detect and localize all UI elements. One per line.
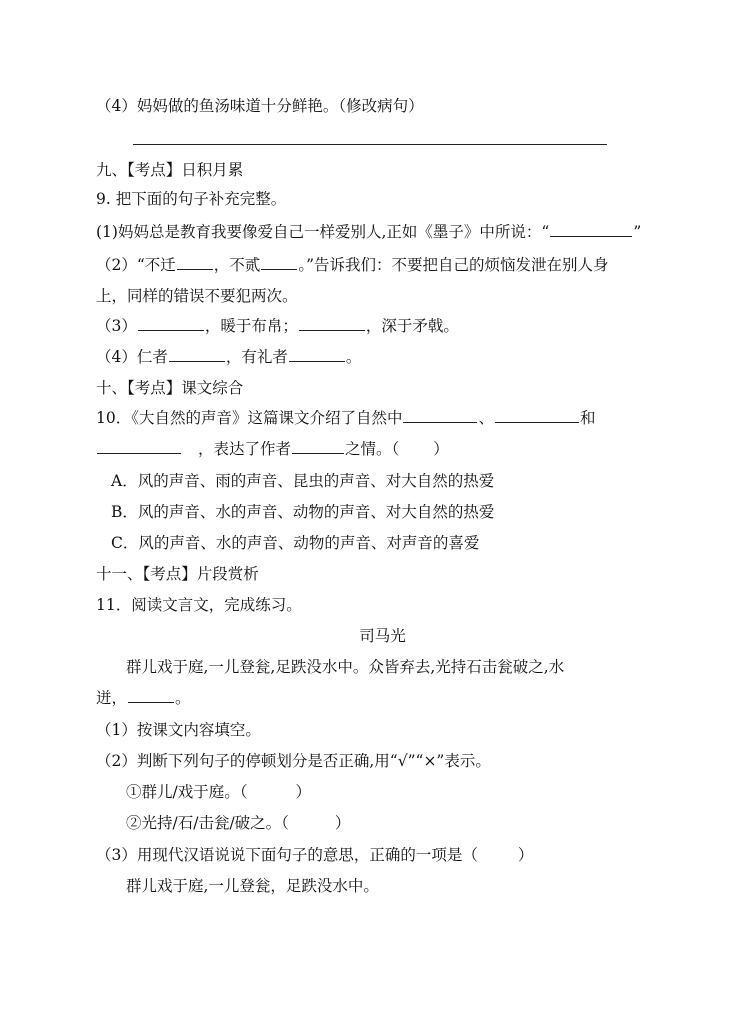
q9-item3-text-c: ，深于矛戟。 (365, 317, 459, 335)
q9-title (96, 189, 286, 209)
q10-stem2-text-c: 之情。（ (345, 440, 400, 458)
q9-item1-close-quote: ” (633, 223, 642, 241)
passage-line2 (96, 688, 191, 708)
section-9-header-text: 九、【考点】日积月累 (96, 161, 244, 179)
q10-blank-3[interactable] (97, 439, 181, 454)
q8-item4-text: （4）妈妈做的鱼汤味道十分鲜艳。（修改病句） (96, 97, 424, 115)
q11-title (96, 595, 302, 615)
passage-blank[interactable] (128, 688, 174, 703)
q11-sub1 (96, 720, 261, 740)
q9-title-text: 9. 把下面的句子补充完整。 (96, 190, 287, 208)
q9-item2-continued (96, 286, 298, 306)
q10-stem-line1 (96, 408, 596, 428)
q9-item4-text-a: （4）仁者 (96, 348, 168, 366)
q9-item4-blank-1[interactable] (169, 347, 225, 362)
q9-item4-text-c: 。 (345, 348, 362, 366)
q11-sub3-close: ） (517, 846, 534, 864)
q9-item2-blank-2[interactable] (261, 255, 297, 270)
q8-answer-line[interactable] (133, 144, 607, 145)
section-11-header (96, 564, 259, 584)
q10-blank-2[interactable] (495, 408, 579, 423)
passage-title (0, 626, 741, 646)
passage-line1-text: 群儿戏于庭,一儿登瓮,足跌没水中。众皆弃去,光持石击瓮破之,水 (126, 658, 565, 676)
q11-sub3-text: （3）用现代汉语说说下面句子的意思，正确的一项是（ (96, 846, 478, 864)
q9-item4 (96, 347, 361, 367)
q10-stem-text-b: 、 (478, 409, 494, 427)
q10-option-c-text: C．风的声音、水的声音、动物的声音、对声音的喜爱 (111, 534, 480, 552)
q9-item4-text-b: ，有礼者 (225, 348, 288, 366)
q9-item3-blank-2[interactable] (299, 316, 365, 331)
q10-stem-text-c: 和 (580, 409, 596, 427)
passage-line2-text-a: 迸， (96, 689, 128, 707)
section-10-header (96, 378, 243, 398)
q11-sub2-item1-text: ①群儿/戏于庭。（ (126, 783, 248, 801)
q9-item2-text-c: 。”告诉我们：不要把自己的烦恼发泄在别人身 (298, 256, 609, 274)
passage-line2-text-b: 。 (175, 689, 191, 707)
q9-item3-text-b: ，暖于布帛； (204, 317, 298, 335)
section-11-header-text: 十一、【考点】片段赏析 (96, 565, 259, 583)
q10-stem2-text-b: ，表达了作者 (198, 440, 292, 458)
passage-title-text: 司马光 (359, 627, 406, 645)
q11-sub1-text: （1）按课文内容填空。 (96, 721, 261, 739)
q11-sub2-text: （2）判断下列句子的停顿划分是否正确,用“√”“×”表示。 (96, 752, 491, 770)
q9-item4-blank-2[interactable] (289, 347, 345, 362)
q10-option-a[interactable] (111, 471, 494, 491)
q10-blank-1[interactable] (403, 408, 477, 423)
section-9-header (96, 160, 243, 180)
q9-item3 (96, 316, 459, 336)
q9-item3-blank-1[interactable] (138, 316, 204, 331)
q10-stem-text-a: 10．《大自然的声音》这篇课文介绍了自然中 (96, 409, 403, 427)
q10-option-a-text: A．风的声音、雨的声音、昆虫的声音、对大自然的热爱 (111, 472, 495, 490)
q11-sub2-item2 (126, 813, 350, 833)
section-10-header-text: 十、【考点】课文综合 (96, 379, 244, 397)
q9-item1-blank[interactable] (550, 222, 632, 237)
q11-sub3-sentence (126, 876, 379, 896)
q9-item1-text: (1)妈妈总是教育我要像爱自己一样爱别人,正如《墨子》中所说：“ (96, 223, 550, 241)
q8-item4 (96, 96, 424, 116)
q9-item2-blank-1[interactable] (177, 255, 213, 270)
q9-item2 (96, 255, 609, 275)
q11-sub2-item1-close: ） (295, 783, 311, 801)
passage-line1 (126, 657, 564, 677)
q11-sub3 (96, 845, 533, 865)
q11-sub3-sentence-text: 群儿戏于庭,一儿登瓮，足跌没水中。 (126, 877, 379, 895)
q9-item2-text-a: （2）“不迁 (96, 256, 176, 274)
q9-item1 (96, 222, 641, 242)
q10-stem-line2 (96, 439, 449, 459)
q10-option-b[interactable] (111, 502, 494, 522)
q11-sub2-item2-close: ） (334, 814, 351, 832)
q11-sub2-item2-text: ②光持/石/击瓮/破之。（ (126, 814, 289, 832)
q10-option-c[interactable] (111, 533, 479, 553)
q11-sub2 (96, 751, 491, 771)
q11-title-text: 11．阅读文言文，完成练习。 (96, 596, 302, 614)
q9-item2-text-b: ，不贰 (213, 256, 261, 274)
q10-stem2-text-d: ） (433, 440, 449, 458)
q9-item2-continued-text: 上，同样的错误不要犯两次。 (96, 287, 298, 305)
q9-item3-text-a: （3） (96, 317, 137, 335)
q10-option-b-text: B．风的声音、水的声音、动物的声音、对大自然的热爱 (111, 503, 495, 521)
q11-sub2-item1 (126, 782, 311, 802)
q10-blank-4[interactable] (292, 439, 344, 454)
